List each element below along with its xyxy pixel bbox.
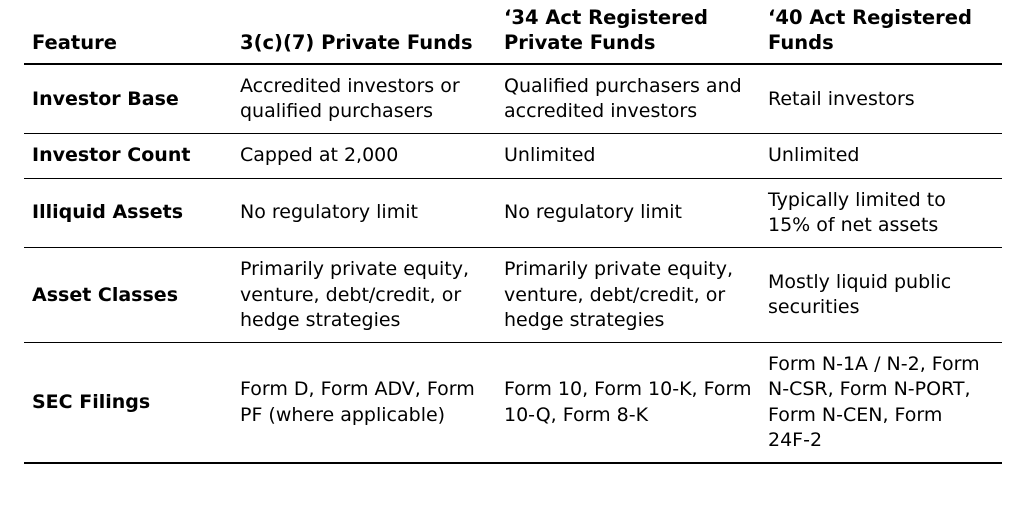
cell-text: Typically limited to 15% of net assets	[768, 188, 946, 236]
row-label-investor-base: Investor Base	[24, 64, 240, 134]
column-header-feature: Feature	[24, 0, 240, 64]
cell-asset-classes-40-act	[768, 248, 1002, 343]
table-header-row	[24, 0, 1002, 64]
cell-text: Unlimited	[504, 144, 596, 167]
column-header-40-act-registered-funds: ‘40 Act Registered Funds	[768, 0, 1002, 64]
cell-text: Capped at 2,000	[240, 144, 399, 167]
cell-text: Retail investors	[768, 87, 915, 110]
cell-illiquid-assets-34-act	[504, 178, 768, 248]
table-body	[24, 64, 1002, 463]
table-header	[24, 0, 1002, 64]
cell-text: Form D, Form ADV, Form PF (where applicable)	[240, 378, 475, 426]
cell-asset-classes-34-act	[504, 248, 768, 343]
cell-investor-base-34-act	[504, 64, 768, 134]
cell-investor-count-40-act	[768, 134, 1002, 178]
cell-text: Mostly liquid public securities	[768, 270, 952, 319]
table-row	[24, 64, 1002, 134]
table-row	[24, 248, 1002, 343]
cell-text: Primarily private equity, venture, debt/credit, or hedge strategies	[504, 258, 734, 331]
cell-sec-filings-40-act	[768, 343, 1002, 464]
cell-investor-base-3c7	[240, 64, 504, 134]
row-label-illiquid-assets: Illiquid Assets	[24, 178, 240, 248]
row-label-investor-count: Investor Count	[24, 134, 240, 178]
cell-asset-classes-3c7	[240, 248, 504, 343]
cell-illiquid-assets-3c7	[240, 178, 504, 248]
cell-text: Accredited investors or qualified purchasers	[240, 74, 460, 123]
cell-investor-count-3c7	[240, 134, 504, 178]
fund-comparison-table	[24, 0, 1002, 464]
column-header-34-act-registered-private-funds: ‘34 Act Registered Private Funds	[504, 0, 768, 64]
row-label-sec-filings: SEC Filings	[24, 343, 240, 464]
cell-text: Qualified purchasers and accredited investors	[504, 74, 742, 123]
row-label-asset-classes: Asset Classes	[24, 248, 240, 343]
cell-text: Form 10, Form 10-K, Form 10-Q, Form 8-K	[504, 378, 752, 426]
cell-text: Primarily private equity, venture, debt/credit, or hedge strategies	[240, 258, 470, 331]
cell-illiquid-assets-40-act	[768, 178, 1002, 248]
cell-text: No regulatory limit	[504, 201, 682, 224]
cell-sec-filings-34-act	[504, 343, 768, 464]
cell-text: Form N-1A / N-2, Form N-CSR, Form N-PORT, Form N-CEN, Form 24F-2	[768, 353, 980, 451]
cell-text: No regulatory limit	[240, 201, 418, 224]
cell-investor-count-34-act	[504, 134, 768, 178]
column-header-3c7-private-funds: 3(c)(7) Private Funds	[240, 0, 504, 64]
table-row	[24, 178, 1002, 248]
cell-sec-filings-3c7	[240, 343, 504, 464]
cell-investor-base-40-act	[768, 64, 1002, 134]
table-row	[24, 134, 1002, 178]
table-row	[24, 343, 1002, 464]
cell-text: Unlimited	[768, 144, 860, 167]
